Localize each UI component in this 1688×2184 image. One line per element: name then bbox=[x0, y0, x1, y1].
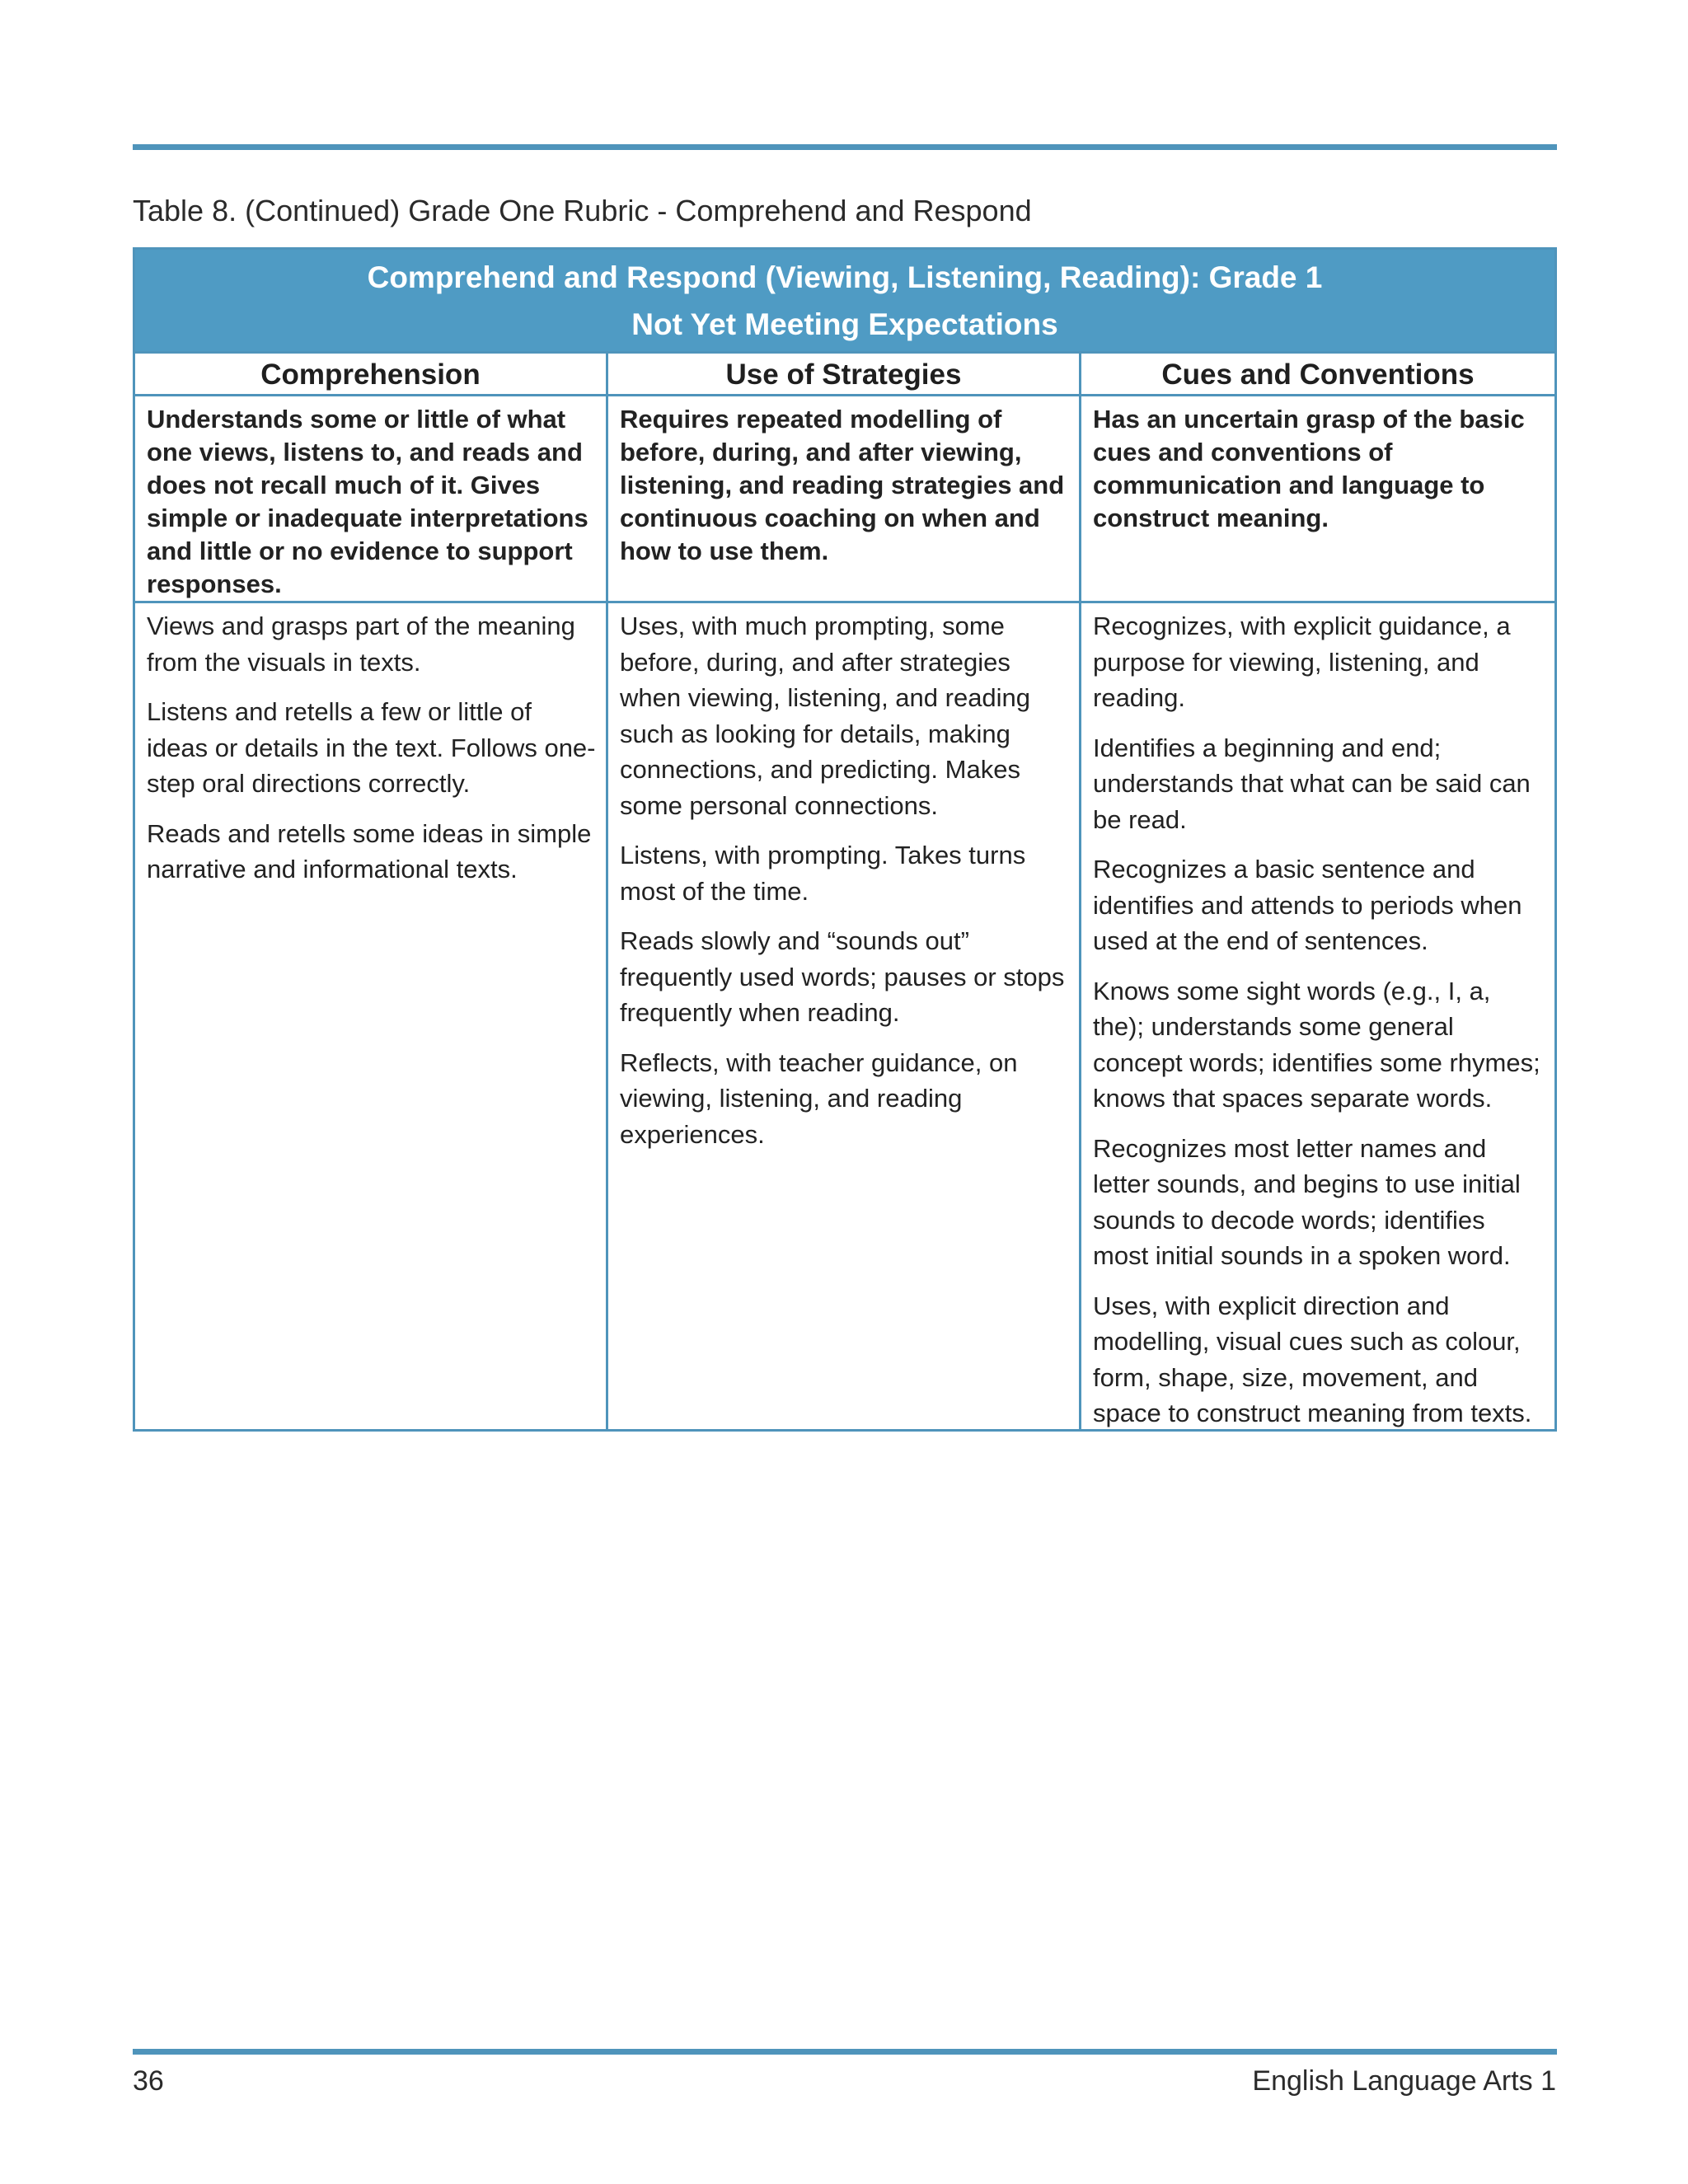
detail-item: Recognizes, with explicit guidance, a purpose for viewing, listening, and reading. bbox=[1093, 612, 1511, 712]
details-comprehension bbox=[135, 601, 608, 1429]
footer-title: English Language Arts 1 bbox=[1252, 2065, 1556, 2097]
summary-use-of-strategies: Requires repeated modelling of before, during, and after viewing, listening, and reading strategies and continuous coaching on when and how to use them. bbox=[608, 394, 1081, 601]
detail-item: Reads and retells some ideas in simple narrative and informational texts. bbox=[147, 818, 592, 883]
detail-item: Recognizes a basic sentence and identifies and attends to periods when used at the end of sentences. bbox=[1093, 855, 1522, 955]
detail-item: Recognizes most letter names and letter sounds, and begins to use initial sounds to decode words; identifies most initial sounds in a spoken word. bbox=[1093, 1133, 1521, 1270]
column-header-cues-and-conventions: Cues and Conventions bbox=[1081, 351, 1554, 394]
details-use-of-strategies bbox=[608, 601, 1081, 1429]
rubric-grid bbox=[135, 351, 1554, 1429]
detail-item: Identifies a beginning and end; understands that what can be said can be read. bbox=[1093, 733, 1531, 834]
detail-item: Views and grasps part of the meaning from the visuals in texts. bbox=[147, 612, 575, 677]
table-caption: Table 8. (Continued) Grade One Rubric - Comprehend and Respond bbox=[133, 194, 1032, 227]
detail-item: Uses, with explicit direction and modelling, visual cues such as colour, form, shape, size, movement, and space to construct meaning from texts. bbox=[1093, 1291, 1532, 1427]
column-header-use-of-strategies: Use of Strategies bbox=[608, 351, 1081, 394]
table-header bbox=[135, 250, 1554, 351]
bottom-rule bbox=[133, 2049, 1557, 2055]
detail-item: Reads slowly and “sounds out” frequently used words; pauses or stops frequently when reading. bbox=[620, 926, 1065, 1027]
detail-item: Uses, with much prompting, some before, during, and after strategies when viewing, listening, and reading such as looking for details, making connections, and predicting. Makes some personal connections. bbox=[620, 612, 1031, 820]
column-header-comprehension: Comprehension bbox=[135, 351, 608, 394]
detail-item: Reflects, with teacher guidance, on viewing, listening, and reading experiences. bbox=[620, 1047, 1018, 1149]
summary-comprehension: Understands some or little of what one views, listens to, and reads and does not recall much of it. Gives simple or inadequate interpretations and little or no evidence to support responses. bbox=[135, 394, 608, 601]
table-subtitle: Not Yet Meeting Expectations bbox=[631, 307, 1058, 341]
details-cues-and-conventions bbox=[1081, 601, 1554, 1429]
page-number: 36 bbox=[133, 2065, 164, 2097]
table-title: Comprehend and Respond (Viewing, Listening, Reading): Grade 1 bbox=[367, 260, 1323, 294]
summary-cues-and-conventions: Has an uncertain grasp of the basic cues and conventions of communication and language to construct meaning. bbox=[1081, 394, 1554, 601]
detail-item: Listens, with prompting. Takes turns most of the time. bbox=[620, 841, 1026, 906]
top-rule bbox=[133, 144, 1557, 150]
detail-item: Listens and retells a few or little of ideas or details in the text. Follows one-step oral directions correctly. bbox=[147, 697, 596, 798]
rubric-table bbox=[133, 247, 1557, 1432]
detail-item: Knows some sight words (e.g., I, a, the); understands some general concept words; identifies some rhymes; knows that spaces separate words. bbox=[1093, 976, 1540, 1113]
